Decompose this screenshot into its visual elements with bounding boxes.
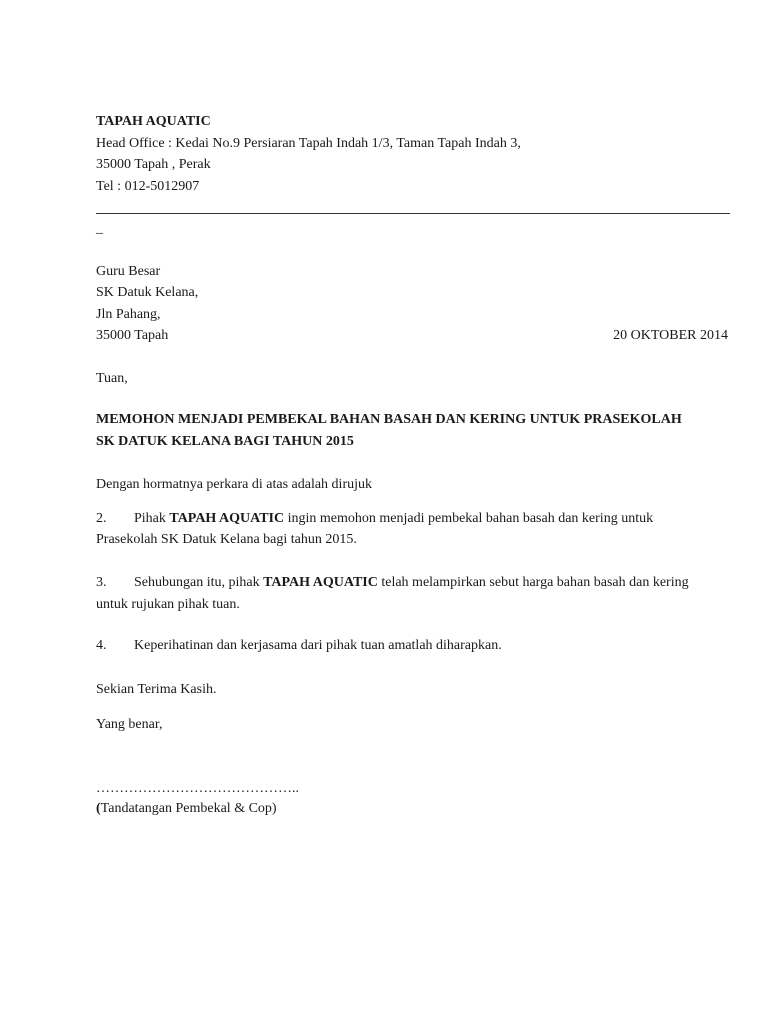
- address-line-1: Head Office : Kedai No.9 Persiaran Tapah Indah 1/3, Taman Tapah Indah 3,: [96, 136, 521, 151]
- header-divider: [96, 213, 730, 214]
- paragraph-3-line-2: untuk rujukan pihak tuan.: [96, 597, 240, 612]
- company-name-inline: TAPAH AQUATIC: [169, 511, 285, 526]
- subject-line-1: MEMOHON MENJADI PEMBEKAL BAHAN BASAH DAN KERING UNTUK PRASEKOLAH: [96, 412, 682, 427]
- closing-regards: Yang benar,: [96, 717, 163, 732]
- subject-line-2: SK DATUK KELANA BAGI TAHUN 2015: [96, 434, 354, 449]
- paragraph-2-line-2: Prasekolah SK Datuk Kelana bagi tahun 2015.: [96, 532, 357, 547]
- recipient-line-3: Jln Pahang,: [96, 307, 161, 322]
- company-name: TAPAH AQUATIC: [96, 114, 211, 129]
- signature-line: ……………………………………..: [96, 781, 299, 796]
- salutation: Tuan,: [96, 371, 128, 386]
- paragraph-3-line-1: Sehubungan itu, pihak TAPAH AQUATIC telah melampirkan sebut harga bahan basah dan kering: [134, 575, 689, 590]
- recipient-line-1: Guru Besar: [96, 264, 161, 279]
- phone-number: Tel : 012-5012907: [96, 179, 200, 194]
- letter-date: 20 OKTOBER 2014: [613, 328, 728, 343]
- recipient-line-4: 35000 Tapah: [96, 328, 169, 343]
- paragraph-2-number: 2.: [96, 511, 107, 526]
- paragraph-4-text: Keperihatinan dan kerjasama dari pihak tuan amatlah diharapkan.: [134, 638, 502, 653]
- signature-caption: (Tandatangan Pembekal & Cop): [96, 801, 277, 816]
- divider-tail: _: [96, 221, 103, 236]
- company-name-inline: TAPAH AQUATIC: [263, 575, 378, 590]
- closing-thanks: Sekian Terima Kasih.: [96, 682, 217, 697]
- recipient-line-2: SK Datuk Kelana,: [96, 285, 199, 300]
- address-line-2: 35000 Tapah , Perak: [96, 157, 211, 172]
- paragraph-2-line-1: Pihak TAPAH AQUATIC ingin memohon menjadi pembekal bahan basah dan kering untuk: [134, 511, 654, 526]
- paragraph-1: Dengan hormatnya perkara di atas adalah dirujuk: [96, 477, 373, 492]
- paragraph-3-number: 3.: [96, 575, 107, 590]
- paragraph-4-number: 4.: [96, 638, 107, 653]
